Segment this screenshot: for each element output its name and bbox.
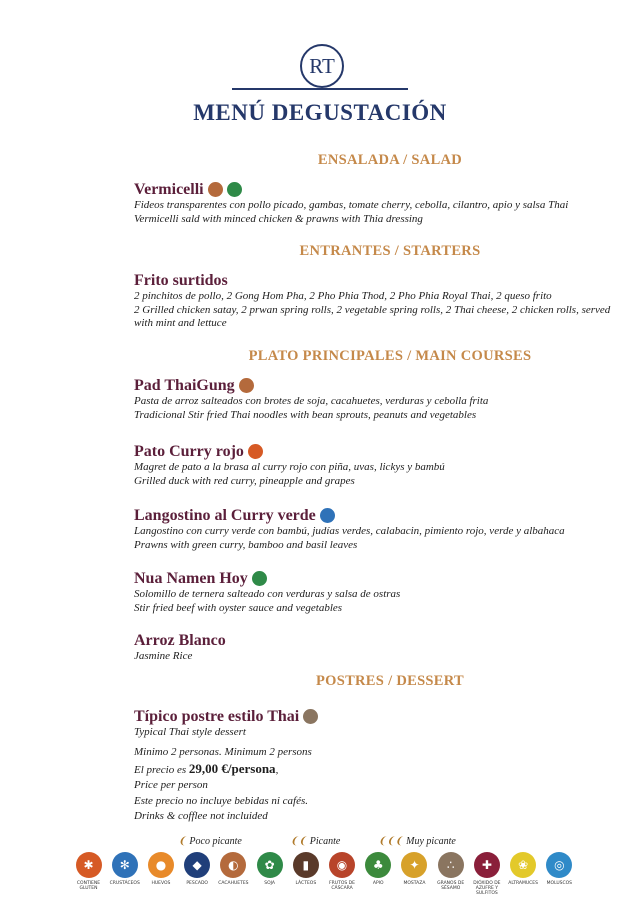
allergen-label: SOJA (264, 881, 275, 886)
dish-desc-es: Fideos transparentes con pollo picado, gambas, tomate cherry, cebolla, cilantro, apio y salsa Thai (134, 199, 569, 211)
allergen-label: LÁCTEOS (295, 881, 317, 886)
drinks-es: Este precio no incluye bebidas ni cafés. (134, 794, 309, 807)
dish-desc-en: Prawns with green curry, bamboo and basil leaves (134, 538, 358, 551)
spice-legend-hot: ❨❨❨ Muy picante (378, 836, 456, 847)
dish-desc-es: 2 pinchitos de pollo, 2 Gong Hom Pha, 2 Pho Phia Thod, 2 Pho Phia Royal Thai, 2 queso frito (134, 290, 552, 302)
dish-langostino (134, 506, 614, 552)
drinks-en: Drinks & cofflee not incluided (134, 810, 268, 822)
allergen-label: CACAHUETES (218, 881, 249, 886)
allergen-item (472, 852, 501, 896)
nut-icon: ◉ (329, 852, 355, 878)
allergen-item (146, 852, 175, 896)
egg-icon: ● (148, 852, 174, 878)
dish-pato-curry (134, 442, 614, 488)
dish-name: Arroz Blanco (134, 632, 226, 649)
menu-conditions (134, 745, 534, 825)
dish-name: Nua Namen Hoy (134, 569, 614, 588)
celery-icon (227, 182, 242, 197)
dish-desc-es: Solomillo de ternera salteado con verduras y salsa de ostras (134, 588, 401, 600)
dish-desc-en: Stir fried beef with oyster sauce and vegetables (134, 601, 343, 614)
allergen-label: ALTRAMUCES (508, 881, 539, 886)
peanut-icon: ◐ (220, 852, 246, 878)
price-value: 29,00 €/persona (188, 760, 276, 776)
allergen-legend (74, 852, 574, 896)
section-title-starters: ENTRANTES / STARTERS (299, 243, 481, 259)
dish-desc-en: Tradicional Stir fried Thai noodles with bean sprouts, peanuts and vegetables (134, 408, 477, 421)
allergen-label: GRANOS DE SÉSAMO (437, 881, 465, 891)
chili-icon: ❨❨❨ (378, 836, 404, 847)
dish-desc-es: Langostino con curry verde con bambú, judías verdes, calabacin, pimiento rojo, verde y albahaca (134, 525, 565, 537)
sulphite-icon: ✚ (474, 852, 500, 878)
crab-icon: ✻ (112, 852, 138, 878)
allergen-label: HUEVOS (151, 881, 171, 886)
dish-desc-en: Jasmine Rice (134, 650, 193, 662)
allergen-label: CONTIENE GLUTEN (76, 881, 101, 891)
price-en: Price per person (134, 779, 208, 791)
soy-icon (252, 571, 267, 586)
allergen-item (219, 852, 248, 896)
mollusc-icon: ◎ (546, 852, 572, 878)
allergen-item (364, 852, 393, 896)
sesame-icon: ∴ (438, 852, 464, 878)
allergen-label: CRUSTÁCEOS (109, 881, 140, 886)
spice-legend-medium: ❨❨ Picante (290, 836, 341, 847)
soy-icon: ✿ (257, 852, 283, 878)
allergen-item (74, 852, 103, 896)
dish-name: Pad ThaiGung (134, 376, 614, 395)
nut-icon (248, 444, 263, 459)
celery-icon: ♣ (365, 852, 391, 878)
dish-arroz-blanco (134, 631, 614, 664)
logo-underline (232, 88, 408, 90)
menu-title: MENÚ DEGUSTACIÓN (193, 100, 447, 125)
peanut-icon (208, 182, 223, 197)
dish-desc-es: Magret de pato a la brasa al curry rojo con piña, uvas, lickys y bambú (134, 461, 445, 473)
allergen-label: DIÓXIDO DE AZUFRE Y SULFITOS (473, 881, 501, 896)
dish-desc-en: Vermicelli sald with minced chicken & prawns with Thia dressing (134, 212, 423, 225)
allergen-item (509, 852, 538, 896)
allergen-item (400, 852, 429, 896)
dish-desc-en: 2 Grilled chicken satay, 2 prwan spring rolls, 2 vegetable spring rolls, 2 Thai cheese, 2 chicken rolls, served with mint and lettuce (134, 303, 611, 329)
price-line: El precio es 29,00 €/persona, (134, 760, 279, 776)
dish-name: Langostino al Curry verde (134, 506, 614, 525)
restaurant-logo (300, 44, 344, 88)
dish-name: Pato Curry rojo (134, 442, 614, 461)
allergen-item (436, 852, 465, 896)
minimum-persons: Minimo 2 personas. Minimum 2 persons (134, 746, 312, 758)
allergen-item (328, 852, 357, 896)
section-title-salad: ENSALADA / SALAD (317, 152, 463, 168)
dish-frito (134, 271, 614, 331)
section-title-dessert: POSTRES / DESSERT (315, 673, 465, 689)
shellfish-icon (320, 508, 335, 523)
dish-name: Típico postre estilo Thai (134, 707, 614, 726)
dish-vermicelli (134, 180, 614, 226)
dish-desc-en: Grilled duck with red curry, pineapple and grapes (134, 474, 355, 487)
allergen-item (291, 852, 320, 896)
allergen-label: MOLUSCOS (546, 881, 573, 886)
dish-name: Vermicelli (134, 180, 614, 199)
dish-nua-namen-hoy (134, 569, 614, 615)
sesame-icon (303, 709, 318, 724)
mustard-icon: ✦ (401, 852, 427, 878)
section-title-main-courses: PLATO PRINCIPALES / MAIN COURSES (248, 348, 532, 364)
spice-legend-mild: ❨ Poco picante (178, 836, 242, 847)
allergen-label: PESCADO (186, 881, 208, 886)
milk-icon: ▮ (293, 852, 319, 878)
logo-text: RT (309, 53, 335, 78)
allergen-item (183, 852, 212, 896)
lupin-icon: ❀ (510, 852, 536, 878)
allergen-item (255, 852, 284, 896)
peanut-icon (239, 378, 254, 393)
fish-icon: ◆ (184, 852, 210, 878)
dish-pad-thai (134, 376, 614, 422)
allergen-item (110, 852, 139, 896)
dish-postre-thai (134, 707, 614, 740)
chili-icon: ❨❨ (290, 836, 307, 847)
dish-name: Frito surtidos (134, 272, 228, 289)
allergen-label: MOSTAZA (403, 881, 426, 886)
dish-desc-en: Typical Thai style dessert (134, 726, 246, 738)
allergen-label: APIO (372, 881, 384, 886)
allergen-item (545, 852, 574, 896)
allergen-label: FRUTOS DE CÁSCARA (329, 881, 355, 891)
dish-desc-es: Pasta de arroz salteados con brotes de soja, cacahuetes, verduras y cebolla frita (134, 395, 489, 407)
chili-icon: ❨ (178, 836, 187, 847)
wheat-icon: ✱ (76, 852, 102, 878)
